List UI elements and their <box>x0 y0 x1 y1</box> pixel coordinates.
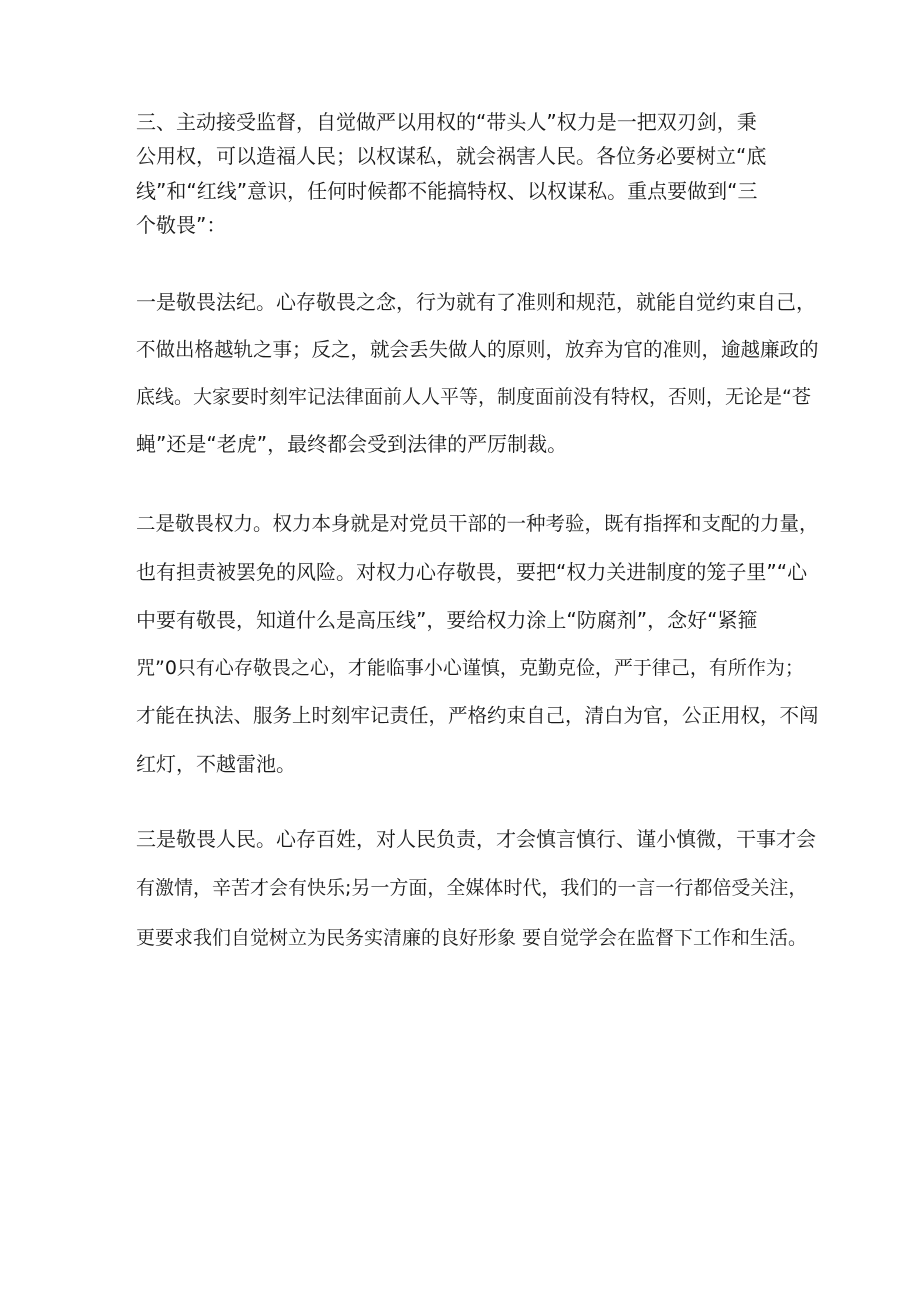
paragraph-line: 也有担责被罢免的风险。对权力心存敬畏，要把“权力关进制度的笼子里”“心 <box>136 560 808 584</box>
paragraph-line: 更要求我们自觉树立为民务实清廉的良好形象 要自觉学会在监督下工作和生活。 <box>136 927 808 949</box>
paragraph-line: 红灯，不越雷池。 <box>136 752 296 776</box>
paragraph-line: 三是敬畏人民。心存百姓，对人民负责，才会慎言慎行、谨小慎微，干事才会 <box>136 827 816 851</box>
paragraph-line: 三、主动接受监督，自觉做严以用权的“带头人”权力是一把双刃剑，秉 <box>136 110 757 134</box>
paragraph-line: 有激情，辛苦才会有快乐;另一方面，全媒体时代，我们的一言一行都倍受关注， <box>136 877 808 899</box>
paragraph-line: 一是敬畏法纪。心存敬畏之念，行为就有了准则和规范，就能自觉约束自己， <box>136 290 816 314</box>
paragraph-line: 二是敬畏权力。权力本身就是对党员干部的一种考验，既有指挥和支配的力量， <box>136 512 819 535</box>
paragraph-line: 个敬畏”： <box>136 213 227 237</box>
paragraph-line: 蝇”还是“老虎”，最终都会受到法律的严厉制裁。 <box>136 432 568 456</box>
paragraph-line: 咒”0只有心存敬畏之心，才能临事小心谨慎，克勤克俭，严于律己，有所作为； <box>136 657 804 679</box>
paragraph-line: 不做出格越轨之事；反之，就会丢失做人的原则，放弃为官的准则，逾越廉政的 <box>136 338 819 361</box>
paragraph-line: 中要有敬畏，知道什么是高压线”，要给权力涂上“防腐剂”，念好“紧箍 <box>136 608 758 632</box>
paragraph-line: 底线。大家要时刻牢记法律面前人人平等，制度面前没有特权，否则，无论是“苍 <box>136 386 811 408</box>
paragraph-line: 线”和“红线”意识，任何时候都不能搞特权、以权谋私。重点要做到“三 <box>136 179 758 203</box>
paragraph-line: 公用权，可以造福人民；以权谋私，就会祸害人民。各位务必要树立“底 <box>136 144 767 168</box>
paragraph-line: 才能在执法、服务上时刻牢记责任，严格约束自己，清白为官，公正用权，不闯 <box>136 704 819 727</box>
